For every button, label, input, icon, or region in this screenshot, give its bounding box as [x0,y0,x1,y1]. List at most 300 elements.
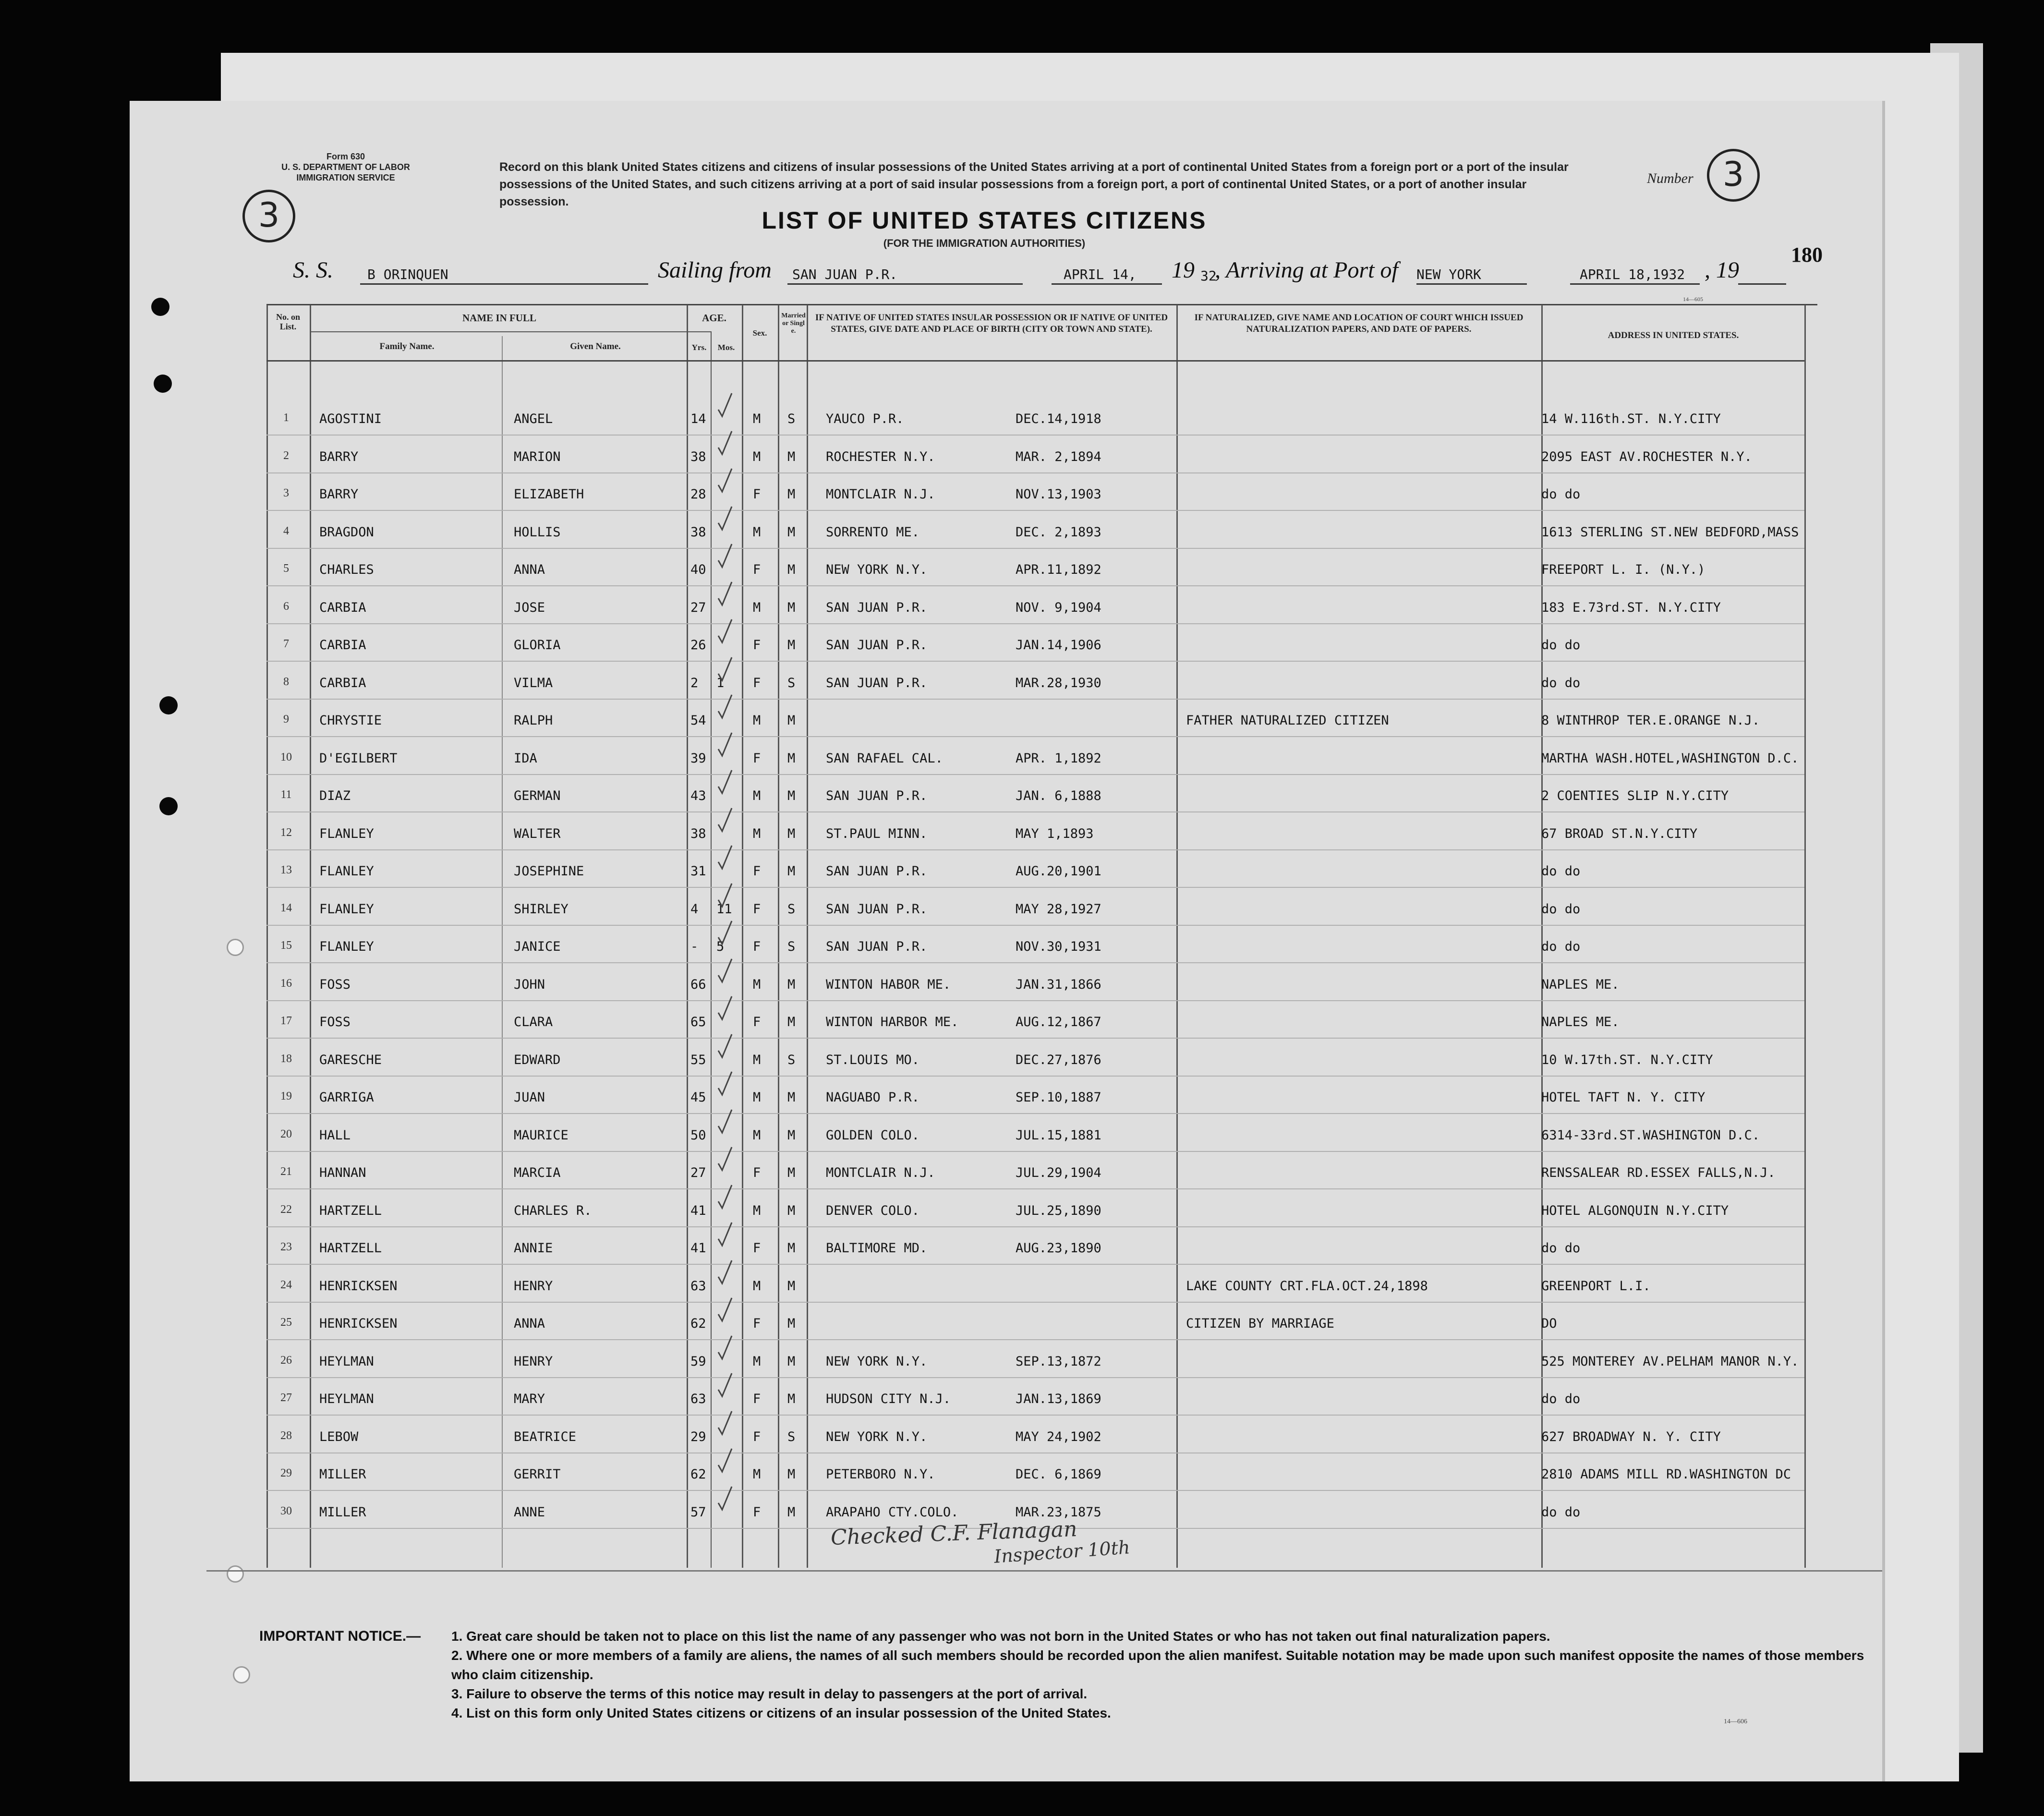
age-years: 27 [690,600,706,615]
table-row [0,702,2044,740]
row-number: 19 [280,1090,292,1102]
checkmark-icon [715,919,735,948]
family-name: HARTZELL [319,1203,382,1218]
family-name: MILLER [319,1504,366,1520]
sailing-label: Sailing from [658,257,772,283]
header-sub-line [310,331,711,332]
address: NAPLES ME. [1541,977,1620,992]
birth-place: NAGUABO P.R. [826,1090,920,1105]
checkmark-icon [715,693,735,722]
checkmark-icon [715,1485,735,1513]
row-rule [266,774,1804,775]
address: FREEPORT L. I. (N.Y.) [1541,562,1705,577]
birth-date: MAR.28,1930 [1016,675,1101,690]
row-rule [266,1415,1804,1416]
printer-mark-top: 14—605 [1683,296,1703,303]
address: 2810 ADAMS MILL RD.WASHINGTON DC [1541,1467,1791,1482]
arrive-date: APRIL 18,1932 [1580,266,1685,282]
age-years: 26 [690,638,706,653]
birth-date: DEC. 2,1893 [1016,524,1101,540]
age-years: 39 [690,751,706,766]
table-top-border [266,304,1817,305]
marital-status: M [787,1278,796,1294]
family-name: LEBOW [319,1429,359,1444]
circled-number-left: 3 [242,190,295,242]
table-row [0,590,2044,627]
table-row [0,853,2044,891]
row-number: 10 [280,751,292,763]
age-years: 38 [690,524,706,540]
birth-date: JUL.29,1904 [1016,1165,1101,1180]
age-years: 63 [690,1278,706,1294]
table-row [0,1193,2044,1230]
sex: F [753,562,761,577]
birth-place: SAN JUAN P.R. [826,600,928,615]
col-given-name: Given Name. [570,341,621,351]
year-prefix: 19 [1172,257,1195,283]
row-rule [266,1038,1804,1039]
row-rule [266,1264,1804,1265]
row-rule [266,1226,1804,1227]
birth-date: APR.11,1892 [1016,562,1101,577]
row-number: 29 [280,1467,292,1479]
row-number: 20 [280,1127,292,1140]
sex: F [753,1504,761,1520]
family-name: BARRY [319,487,359,502]
given-name: MARY [514,1392,545,1406]
row-number: 16 [280,977,292,990]
address: 2095 EAST AV.ROCHESTER N.Y. [1541,449,1752,464]
sail-date-line [1052,283,1162,285]
birth-date: JUL.15,1881 [1016,1127,1101,1143]
col-yrs: Yrs. [691,343,707,352]
marital-status: M [787,1392,796,1406]
form-header [274,151,418,183]
sex: M [753,524,761,540]
col-no-on-list: No. on List. [276,312,300,331]
family-name: CHRYSTIE [319,713,382,728]
notice-item-1: 1. Great care should be taken not to place on this list the name of any passenger who was not born in the United States or who has not taken out final naturalization papers. [451,1629,1550,1644]
checkmark-icon [715,542,735,571]
sex: M [753,1203,761,1218]
given-name: MARION [514,449,561,464]
marital-status: M [787,1165,796,1180]
birth-date: JUL.25,1890 [1016,1203,1101,1218]
marital-status: M [787,1354,796,1369]
row-number: 21 [280,1165,292,1178]
address: 67 BROAD ST.N.Y.CITY [1541,826,1698,841]
circled-number-right: 3 [1707,149,1760,202]
birth-date: SEP.10,1887 [1016,1090,1101,1105]
age-years: 14 [690,412,706,426]
checkmark-icon [715,1070,735,1099]
birth-date: SEP.13,1872 [1016,1354,1101,1369]
from-port: SAN JUAN P.R. [792,266,898,282]
row-rule [266,1339,1804,1340]
family-name: MILLER [319,1467,366,1482]
birth-date: AUG.23,1890 [1016,1241,1101,1256]
sex: M [753,412,761,426]
age-years: 38 [690,826,706,841]
given-name: JOSE [514,600,545,615]
sex: M [753,1354,761,1369]
age-months: 1 [716,675,725,690]
address: DO [1541,1316,1557,1331]
address: do do [1541,675,1581,690]
sex: M [753,826,761,841]
birth-place: ARAPAHO CTY.COLO. [826,1504,959,1520]
checkmark-icon [715,882,735,910]
sex: M [753,1278,761,1294]
marital-status: S [787,412,796,426]
inspector-signature: Inspector 10th [993,1537,1131,1567]
row-number: 8 [283,675,289,688]
birth-place: NEW YORK N.Y. [826,562,928,577]
birth-place: NEW YORK N.Y. [826,1429,928,1444]
col-family-name: Family Name. [379,341,435,351]
table-row [0,929,2044,966]
given-name: WALTER [514,826,561,841]
family-name: HARTZELL [319,1241,382,1256]
row-rule [266,435,1804,436]
given-name: ANNA [514,1316,545,1331]
row-rule [266,1302,1804,1303]
table-row [0,1042,2044,1079]
birth-date: MAY 24,1902 [1016,1429,1101,1444]
family-name: CARBIA [319,600,366,615]
row-number: 3 [283,487,289,499]
table-row [0,476,2044,514]
birth-date: MAY 1,1893 [1016,826,1094,841]
birth-place: SAN JUAN P.R. [826,675,928,690]
given-name: JANICE [514,939,561,954]
birth-place: SAN JUAN P.R. [826,638,928,653]
page-number: 180 [1791,243,1823,266]
marital-status: S [787,1052,796,1067]
age-years: 27 [690,1165,706,1180]
age-years: 43 [690,788,706,803]
table-row [0,514,2044,552]
footer-separator [206,1570,1882,1572]
marital-status: M [787,1015,796,1029]
marital-status: M [787,751,796,766]
family-name: HENRICKSEN [319,1278,398,1294]
sex: F [753,1165,761,1180]
page-title: LIST OF UNITED STATES CITIZENS [762,207,1207,234]
record-notice: Record on this blank United States citizens and citizens of insular possessions of the United States arriving at a port of continental United States from a foreign port or a port of the insular possessions of the United States, and such citizens arriving at a port of said insular possessions from a foreign port, a port of continental United States, or a port of another insular possession. [499,160,1569,208]
birth-place: SAN JUAN P.R. [826,939,928,954]
address: do do [1541,1241,1581,1256]
checkmark-icon [715,467,735,496]
row-rule [266,1076,1804,1077]
birth-place: SAN JUAN P.R. [826,864,928,879]
row-number: 25 [280,1316,292,1329]
sex: F [753,638,761,653]
age-years: 38 [690,449,706,464]
checkmark-icon [715,768,735,797]
family-name: HENRICKSEN [319,1316,398,1331]
marital-status: M [787,449,796,464]
birth-place: HUDSON CITY N.J. [826,1392,951,1406]
address: 14 W.116th.ST. N.Y.CITY [1541,412,1721,426]
given-name: JOSEPHINE [514,864,584,879]
birth-place: SAN RAFAEL CAL. [826,751,943,766]
marital-status: M [787,713,796,728]
birth-place: YAUCO P.R. [826,412,904,426]
table-row [0,1419,2044,1456]
arrive-date-line [1570,283,1700,285]
col-address: ADDRESS IN UNITED STATES. [1608,330,1739,340]
birth-date: AUG.12,1867 [1016,1015,1101,1029]
row-number: 13 [280,864,292,876]
table-row [0,401,2044,438]
table-row [0,1079,2044,1117]
given-name: ELIZABETH [514,487,584,502]
col-age: AGE. [702,312,726,324]
sex: F [753,1241,761,1256]
row-rule [266,849,1804,850]
given-name: SHIRLEY [514,901,568,917]
given-name: ANNE [514,1504,545,1520]
row-number: 27 [280,1392,292,1404]
row-rule [266,585,1804,586]
birth-place: WINTON HABOR ME. [826,977,951,992]
address: RENSSALEAR RD.ESSEX FALLS,N.J. [1541,1165,1776,1180]
row-number: 2 [283,449,289,462]
age-years: 40 [690,562,706,577]
marital-status: M [787,1504,796,1520]
checkmark-icon [715,1108,735,1137]
naturalization: CITIZEN BY MARRIAGE [1186,1316,1334,1331]
row-rule [266,548,1804,549]
sex: F [753,487,761,502]
notice-items [451,1627,1892,1723]
checkmark-icon [715,1371,735,1400]
row-rule [266,623,1804,624]
family-name: FLANLEY [319,901,374,917]
age-years: 66 [690,977,706,992]
family-name: BRAGDON [319,524,374,540]
checkmark-icon [715,617,735,646]
age-years: 57 [690,1504,706,1520]
naturalization: FATHER NATURALIZED CITIZEN [1186,713,1389,728]
checkmark-icon [715,1409,735,1438]
row-number: 28 [280,1429,292,1442]
number-label: Number [1647,170,1693,186]
given-name: JUAN [514,1090,545,1105]
row-rule [266,1377,1804,1378]
marital-status: M [787,1316,796,1331]
row-rule [266,811,1804,812]
birth-date: APR. 1,1892 [1016,751,1101,766]
given-name: ANNA [514,562,545,577]
checkmark-icon [715,844,735,872]
checked-signature: Checked C.F. Flanagan [830,1517,1078,1550]
row-rule [266,510,1804,511]
birth-place: NEW YORK N.Y. [826,1354,928,1369]
checkmark-icon [715,1334,735,1363]
given-name: MARCIA [514,1165,561,1180]
punch-hole [233,1666,250,1683]
given-name: GERRIT [514,1467,561,1482]
family-name: CARBIA [319,638,366,653]
checkmark-icon [715,391,735,420]
ship-line [360,283,648,285]
row-rule [266,1113,1804,1114]
notice-item-2: 2. Where one or more members of a family are aliens, the names of all such members should be recorded upon the alien manifest. Suitable notation may be made upon such manifest opposite the names of those members who claim citizenship. [451,1648,1864,1682]
age-years: 29 [690,1429,706,1444]
age-years: 4 [690,901,699,917]
age-years: 63 [690,1392,706,1406]
given-name: HENRY [514,1354,553,1369]
address: 1613 STERLING ST.NEW BEDFORD,MASS [1541,524,1799,540]
row-rule [266,962,1804,963]
notice-item-3: 3. Failure to observe the terms of this notice may result in delay to passengers at the port of arrival. [451,1686,1088,1701]
table-row [0,816,2044,853]
table-row [0,967,2044,1004]
birth-place: MONTCLAIR N.J. [826,1165,935,1180]
marital-status: M [787,864,796,879]
to-port: NEW YORK [1416,266,1481,282]
sex: F [753,901,761,917]
address: HOTEL ALGONQUIN N.Y.CITY [1541,1203,1729,1218]
family-name: GARESCHE [319,1052,382,1067]
birth-place: ROCHESTER N.Y. [826,449,935,464]
sex: M [753,600,761,615]
sex: F [753,751,761,766]
family-name: HANNAN [319,1165,366,1180]
address: 6314-33rd.ST.WASHINGTON D.C. [1541,1127,1760,1143]
given-name: CHARLES R. [514,1203,592,1218]
table-row [0,1381,2044,1418]
checkmark-icon [715,1032,735,1061]
marital-status: M [787,977,796,992]
ship-name: B ORINQUEN [367,266,448,282]
marital-status: S [787,939,796,954]
row-number: 6 [283,600,289,613]
form-number: Form 630 [326,152,365,161]
table-row [0,778,2044,815]
given-name: VILMA [514,675,553,690]
checkmark-icon [715,1447,735,1476]
sex: M [753,713,761,728]
checkmark-icon [715,957,735,986]
row-rule [266,472,1804,473]
row-number: 7 [283,638,289,650]
age-years: 65 [690,1015,706,1029]
birth-place: GOLDEN COLO. [826,1127,920,1143]
row-number: 4 [283,524,289,537]
row-number: 24 [280,1278,292,1291]
family-name: FOSS [319,977,351,992]
row-number: 17 [280,1015,292,1027]
marital-status: M [787,1090,796,1105]
row-number: 30 [280,1504,292,1517]
address: do do [1541,939,1581,954]
row-number: 22 [280,1203,292,1216]
from-port-line [787,283,1023,285]
address: do do [1541,864,1581,879]
family-name: BARRY [319,449,359,464]
address: 2 COENTIES SLIP N.Y.CITY [1541,788,1729,803]
table-row [0,740,2044,778]
department: U. S. DEPARTMENT OF LABOR [281,162,410,172]
birth-place: MONTCLAIR N.J. [826,487,935,502]
row-rule [266,1490,1804,1491]
birth-date: JAN. 6,1888 [1016,788,1101,803]
birth-place: SORRENTO ME. [826,524,920,540]
marital-status: M [787,487,796,502]
address: GREENPORT L.I. [1541,1278,1651,1294]
marital-status: M [787,1467,796,1482]
given-name: RALPH [514,713,553,728]
birth-place: BALTIMORE MD. [826,1241,928,1256]
sail-date: APRIL 14, [1064,266,1137,282]
to-port-line [1416,283,1527,285]
birth-date: MAR. 2,1894 [1016,449,1101,464]
col-naturalization: IF NATURALIZED, GIVE NAME AND LOCATION OF COURT WHICH ISSUED NATURALIZATION PAPERS, AND DATE OF PAPERS. [1194,313,1524,334]
address: 8 WINTHROP TER.E.ORANGE N.J. [1541,713,1760,728]
address: 627 BROADWAY N. Y. CITY [1541,1429,1721,1444]
row-number: 12 [280,826,292,839]
birth-date: JAN.13,1869 [1016,1392,1101,1406]
family-name: CHARLES [319,562,374,577]
given-name: ANGEL [514,412,553,426]
table-row [0,665,2044,702]
ss-label: S. S. [293,257,333,283]
given-name: GLORIA [514,638,561,653]
row-number: 5 [283,562,289,575]
row-number: 11 [280,788,292,801]
family-name: AGOSTINI [319,412,382,426]
family-name: HALL [319,1127,351,1143]
row-number: 14 [280,901,292,914]
table-row [0,1306,2044,1343]
checkmark-icon [715,1221,735,1249]
row-number: 26 [280,1354,292,1367]
birth-place: ST.PAUL MINN. [826,826,928,841]
birth-date: JAN.31,1866 [1016,977,1101,992]
sex: M [753,788,761,803]
row-number: 15 [280,939,292,952]
age-years: 41 [690,1241,706,1256]
marital-status: M [787,788,796,803]
sex: F [753,1429,761,1444]
birth-date: NOV.13,1903 [1016,487,1101,502]
table-row [0,552,2044,589]
family-name: CARBIA [319,675,366,690]
row-rule [266,1188,1804,1189]
year-suffix: , 19 [1705,257,1739,283]
age-years: 31 [690,864,706,879]
family-name: HEYLMAN [319,1392,374,1406]
age-months: 11 [716,901,732,917]
checkmark-icon [715,580,735,609]
arriving-label: , Arriving at Port of [1215,257,1398,283]
row-rule [266,661,1804,662]
checkmark-icon [715,806,735,835]
col-name-in-full: NAME IN FULL [462,312,536,324]
marital-status: M [787,1203,796,1218]
sex: F [753,1015,761,1029]
sex: F [753,939,761,954]
marital-status: M [787,638,796,653]
sex: F [753,1316,761,1331]
col-birth-place-date: IF NATIVE OF UNITED STATES INSULAR POSSESSION OR IF NATIVE OF UNITED STATES, GIVE DATE AND PLACE OF BIRTH (CITY OR TOWN AND STATE). [815,313,1168,334]
birth-place: PETERBORO N.Y. [826,1467,935,1482]
row-rule [266,736,1804,737]
address: MARTHA WASH.HOTEL,WASHINGTON D.C. [1541,751,1799,766]
